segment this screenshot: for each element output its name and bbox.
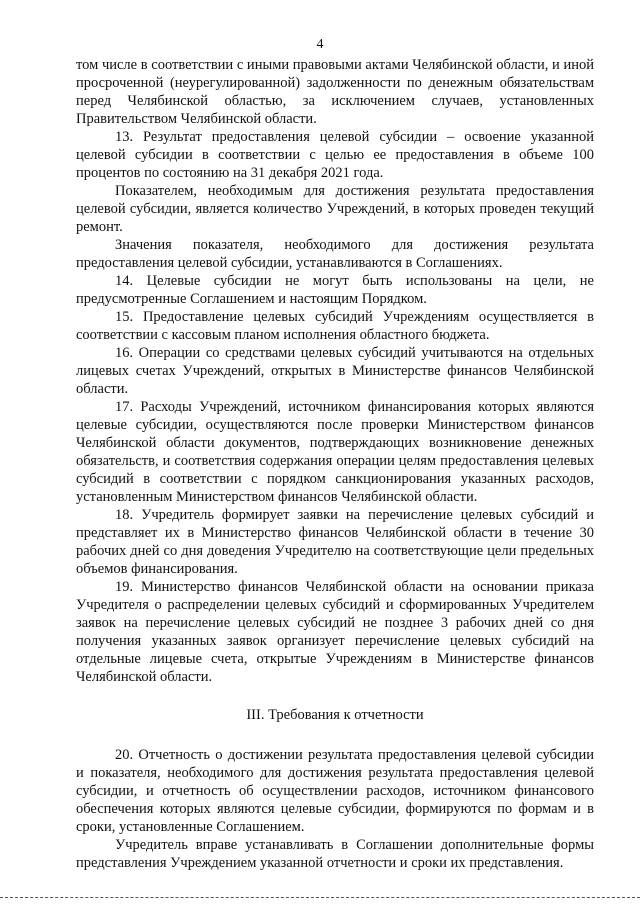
page-number: 4 (316, 37, 324, 52)
paragraph-indicator-values: Значения показателя, необходимого для достижения результата предоставления целевой субсидии, устанавливаются в Соглашениях. (76, 237, 594, 271)
paragraph-20: 20. Отчетность о достижении результата предоставления целевой субсидии и показателя, необходимого для достижения результата предоставления целевой субсидии, и отчетность об осуществлении расходов, источником финансового обеспечения которых являются целевые субсидии, формируются по формам и в сроки, установленные Соглашением. (76, 747, 594, 835)
paragraph-continuation: том числе в соответствии с иными правовыми актами Челябинской области, и иной просроченной (неурегулированной) задолженности по денежным обязательствам перед Челябинской областью, за исключением случаев, установленных Правительством Челябинской области. (76, 57, 594, 127)
paragraph-15: 15. Предоставление целевых субсидий Учреждениям осуществляется в соответствии с кассовым планом исполнения областного бюджета. (76, 309, 594, 343)
document-body (76, 56, 594, 872)
paragraph-13: 13. Результат предоставления целевой субсидии – освоение указанной целевой субсидии в соответствии с целью ее предоставления в объеме 100 процентов по состоянию на 31 декабря 2021 года. (76, 129, 594, 181)
paragraph-19: 19. Министерство финансов Челябинской области на основании приказа Учредителя о распределении целевых субсидий и сформированных Учредителем заявок на перечисление целевых субсидий не позднее 3 рабочих дней со дня получения указанных заявок организует перечисление целевых субсидий на отдельные лицевые счета, открытые Учреждениям в Министерстве финансов Челябинской области. (76, 579, 594, 685)
paragraph-14: 14. Целевые субсидии не могут быть использованы на цели, не предусмотренные Соглашением и настоящим Порядком. (76, 273, 594, 307)
paragraph-18: 18. Учредитель формирует заявки на перечисление целевых субсидий и представляет их в Министерство финансов Челябинской области в течение 30 рабочих дней со дня доведения Учредителю на соответствующие цели предельных объемов финансирования. (76, 507, 594, 577)
paragraph-indicator: Показателем, необходимым для достижения результата предоставления целевой субсидии, является количество Учреждений, в которых проведен текущий ремонт. (76, 183, 594, 235)
paragraph-17: 17. Расходы Учреждений, источником финансирования которых являются целевые субсидии, осуществляются после проверки Министерством финансов Челябинской области документов, подтверждающих возникновение денежных обязательств, и соответствия содержания операции целям предоставления целевых субсидий в соответствии с порядком санкционирования указанных расходов, установленным Министерством финансов Челябинской области. (76, 399, 594, 505)
paragraph-additional-forms: Учредитель вправе устанавливать в Соглашении дополнительные формы представления Учреждением указанной отчетности и сроки их представления. (76, 837, 594, 871)
page-bottom-border (0, 897, 640, 898)
paragraph-16: 16. Операции со средствами целевых субсидий учитываются на отдельных лицевых счетах Учреждений, открытых в Министерстве финансов Челябинской области. (76, 345, 594, 397)
section-heading: III. Требования к отчетности (246, 707, 424, 723)
